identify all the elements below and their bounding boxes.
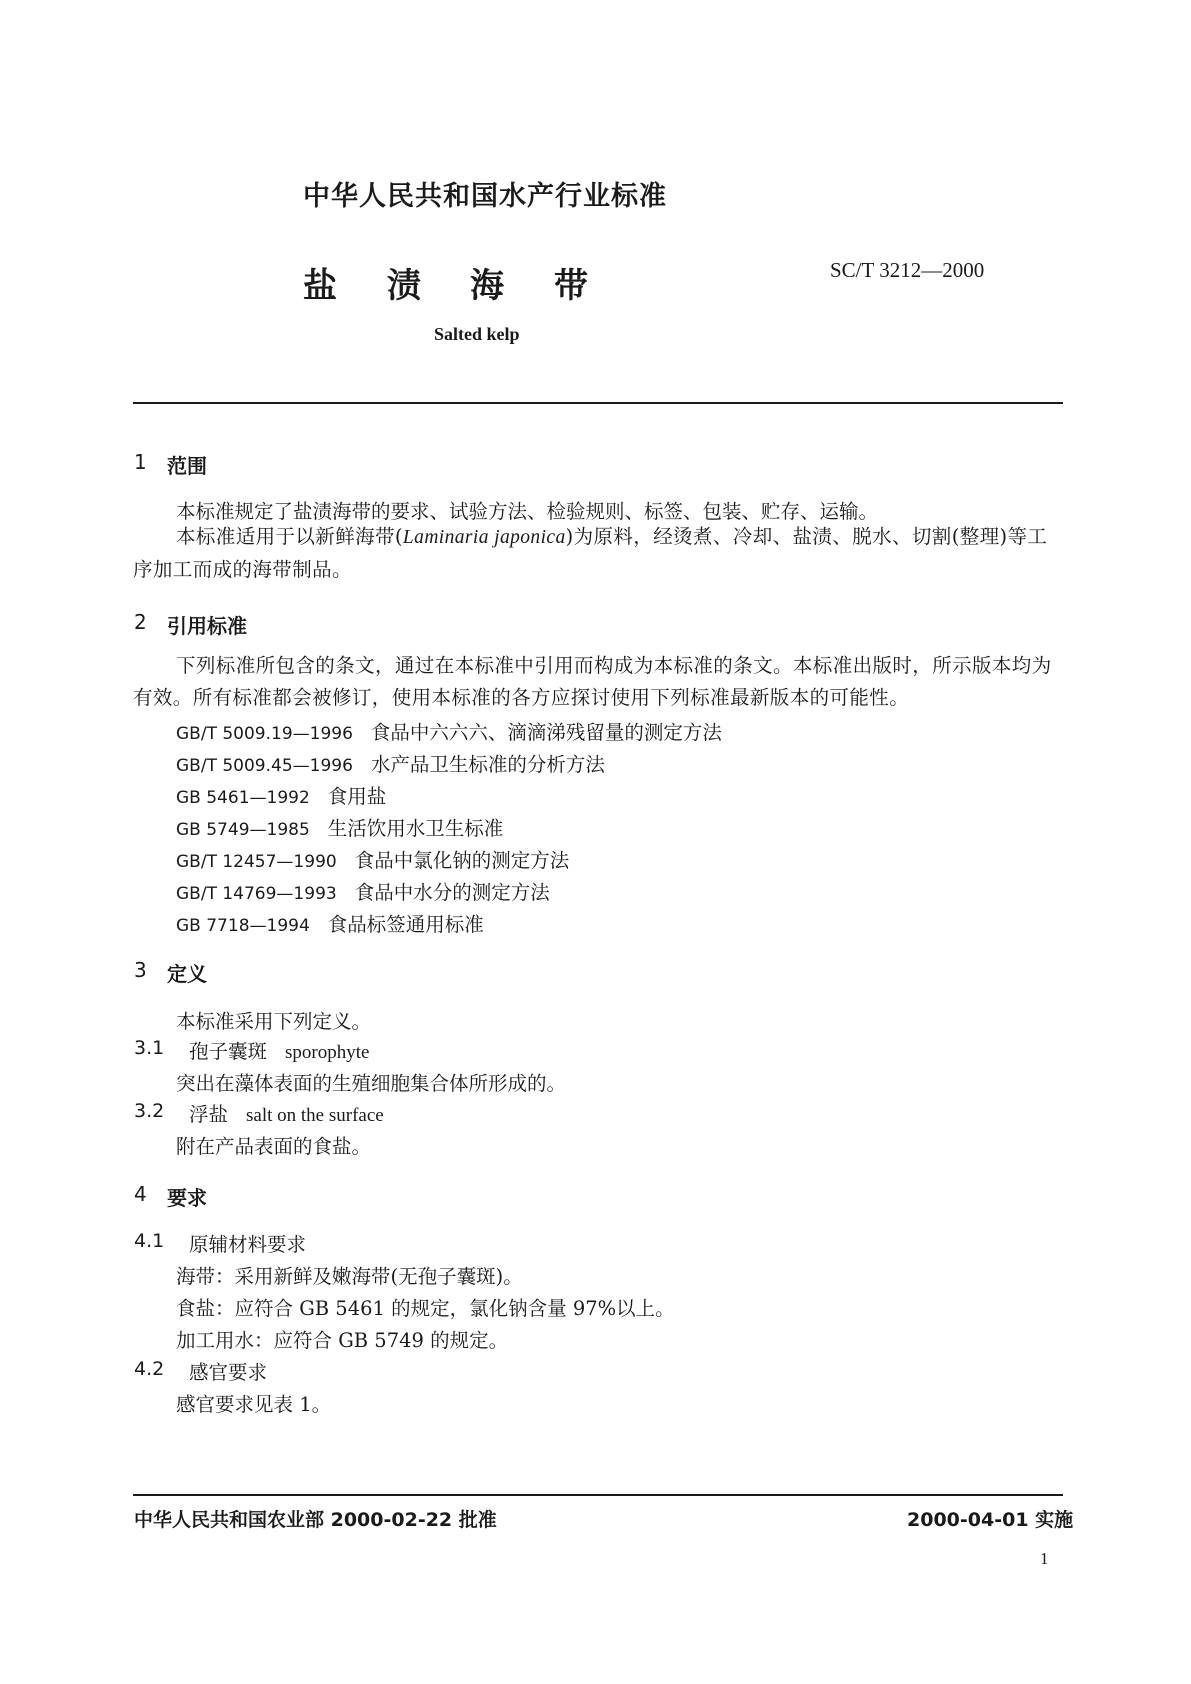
section-3-title: 定义 xyxy=(167,962,207,986)
section-3-paragraph: 本标准采用下列定义。 xyxy=(176,1010,372,1033)
reference-item: GB/T 5009.19—1996 食品中六六六、滴滴涕残留量的测定方法 xyxy=(176,721,722,744)
reference-item: GB/T 5009.45—1996 水产品卫生标准的分析方法 xyxy=(176,753,605,776)
section-1-paragraph-2: 本标准适用于以新鲜海带(Laminaria japonica)为原料，经烫煮、冷却、盐渍、脱水、切割(整理)等工序加工而成的海带制品。 xyxy=(133,525,1048,581)
section-4-title: 要求 xyxy=(167,1186,207,1210)
standard-organization-title: 中华人民共和国水产行业标准 xyxy=(303,181,667,212)
title-char-2: 渍 xyxy=(387,266,421,306)
requirement-line: 海带：采用新鲜及嫩海带(无孢子囊斑)。 xyxy=(176,1265,523,1288)
subsection-4-2-title: 感官要求 xyxy=(189,1361,268,1384)
section-1-paragraph-1: 本标准规定了盐渍海带的要求、试验方法、检验规则、标签、包装、贮存、运输。 xyxy=(176,500,879,523)
reference-item: GB 7718—1994 食品标签通用标准 xyxy=(176,913,484,936)
subsection-4-1-title: 原辅材料要求 xyxy=(189,1233,307,1256)
definition-3-2-text: 附在产品表面的食盐。 xyxy=(176,1135,372,1158)
subsection-4-2-number: 4.2 xyxy=(134,1358,165,1380)
header-divider xyxy=(133,402,1063,404)
title-char-1: 盐 xyxy=(303,266,337,306)
reference-item: GB 5749—1985 生活饮用水卫生标准 xyxy=(176,817,504,840)
approval-line: 中华人民共和国农业部 2000-02-22 批准 xyxy=(134,1509,497,1531)
requirement-line: 食盐：应符合 GB 5461 的规定，氯化钠含量 97%以上。 xyxy=(176,1297,675,1320)
title-char-4: 带 xyxy=(554,266,588,306)
subsection-4-1-number: 4.1 xyxy=(134,1230,165,1252)
section-2-title: 引用标准 xyxy=(167,614,247,638)
section-1-title: 范围 xyxy=(167,454,207,478)
requirement-line: 加工用水：应符合 GB 5749 的规定。 xyxy=(176,1329,509,1352)
standard-code: SC/T 3212—2000 xyxy=(830,258,985,282)
title-char-3: 海 xyxy=(470,266,504,306)
section-4-number: 4 xyxy=(134,1182,147,1206)
section-3-number: 3 xyxy=(134,958,147,982)
definition-3-2-number: 3.2 xyxy=(134,1100,165,1122)
page-number: 1 xyxy=(1040,1549,1049,1568)
reference-item: GB 5461—1992 食用盐 xyxy=(176,785,387,808)
reference-item: GB/T 14769—1993 食品中水分的测定方法 xyxy=(176,881,550,904)
definition-3-1-term: 孢子囊斑 sporophyte xyxy=(189,1040,370,1063)
definition-3-2-term: 浮盐 salt on the surface xyxy=(189,1103,384,1126)
requirement-line: 感官要求见表 1。 xyxy=(176,1393,332,1416)
effective-date: 2000-04-01 实施 xyxy=(907,1509,1074,1531)
section-2-number: 2 xyxy=(134,610,147,634)
reference-item: GB/T 12457—1990 食品中氯化钠的测定方法 xyxy=(176,849,570,872)
definition-3-1-number: 3.1 xyxy=(134,1037,165,1059)
section-1-number: 1 xyxy=(134,450,147,474)
definition-3-1-text: 突出在藻体表面的生殖细胞集合体所形成的。 xyxy=(176,1072,567,1095)
english-title: Salted kelp xyxy=(434,324,520,344)
footer-divider xyxy=(133,1494,1063,1496)
section-2-paragraph: 下列标准所包含的条文，通过在本标准中引用而构成为本标准的条文。本标准出版时，所示版本均为有效。所有标准都会被修订，使用本标准的各方应探讨使用下列标准最新版本的可能性。 xyxy=(133,654,1052,709)
